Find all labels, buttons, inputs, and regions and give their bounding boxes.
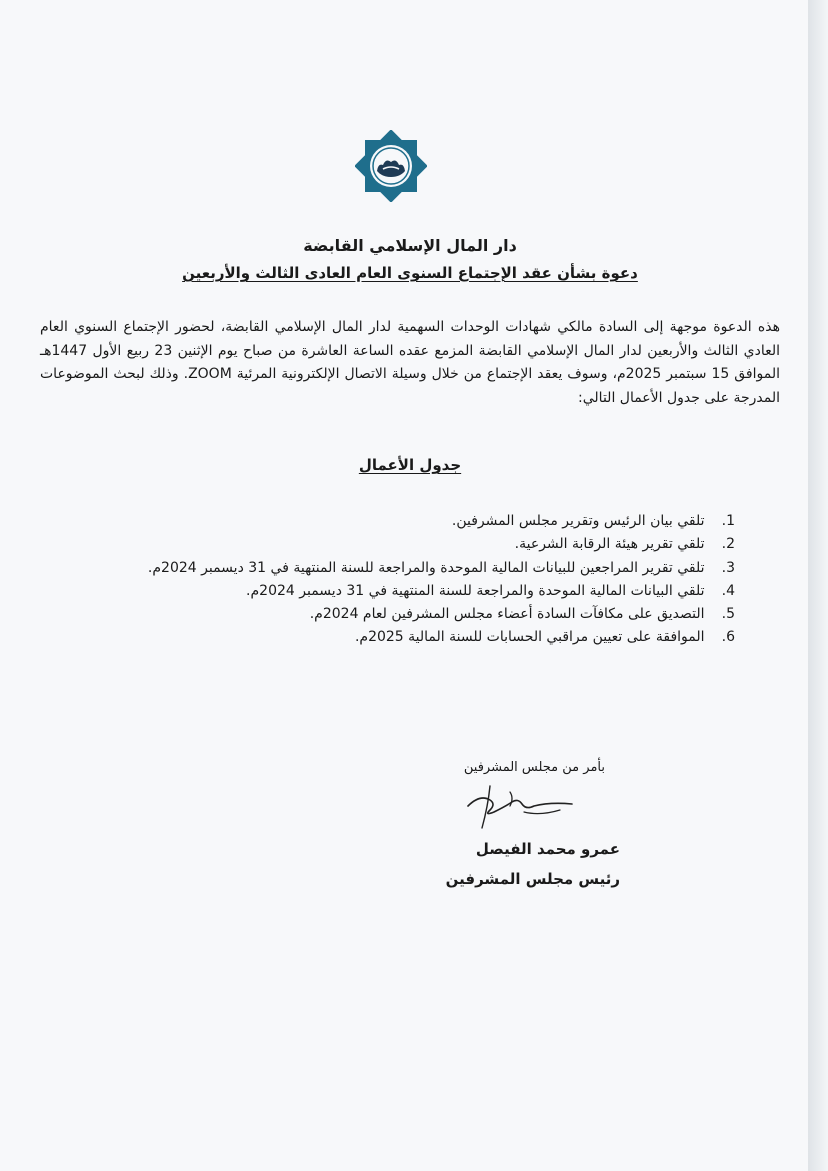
agenda-item-text: تلقي تقرير هيئة الرقابة الشرعية.	[514, 536, 705, 553]
document-body	[40, 0, 780, 1171]
agenda-item	[75, 580, 735, 603]
agenda-item	[75, 557, 735, 580]
signer-name: عمرو محمد الفيصل	[475, 840, 620, 858]
invitation-subject	[40, 264, 780, 282]
agenda-item-number: 3.	[721, 559, 735, 576]
invitation-paragraph: هذه الدعوة موجهة إلى السادة مالكي شهادات الوحدات السهمية لدار المال الإسلامي القابضة، لحضور الإجتماع السنوي العام العادي الثالث والأربعين لدار المال الإسلامي القابضة المزمع عقده الساعة العاشرة من صباح يوم الإثنين 23 ربيع الأول 1447هـ الموافق 15 سبتمبر 2025م، وسوف يعقد الإجتماع من خلال وسيلة الاتصال الإلكترونية المرئية ZOOM. وذلك لبحث الموضوعات المدرجة على جدول الأعمال التالي:	[40, 319, 780, 406]
agenda-list	[75, 510, 735, 650]
agenda-item-text: الموافقة على تعيين مراقبي الحسابات للسنة المالية 2025م.	[354, 629, 705, 646]
signature-authority: بأمر من مجلس المشرفين	[463, 760, 605, 775]
agenda-item-text: تلقي البيانات المالية الموحدة والمراجعة للسنة المنتهية في 31 ديسمبر 2024م.	[246, 582, 705, 599]
agenda-title	[40, 456, 780, 474]
agenda-item	[75, 533, 735, 556]
agenda-item-number: 1.	[721, 513, 735, 529]
agenda-item-text: التصديق على مكافآت السادة أعضاء مجلس المشرفين لعام 2024م.	[309, 606, 705, 623]
agenda-item	[75, 510, 735, 533]
agenda-item-number: 4.	[721, 582, 735, 599]
agenda-item	[75, 626, 735, 649]
page-edge	[808, 0, 828, 1171]
agenda-item-number: 6.	[721, 629, 735, 646]
agenda-item-number: 5.	[721, 606, 735, 623]
handwritten-signature	[460, 776, 580, 836]
agenda-item-number: 2.	[721, 536, 735, 553]
agenda-item	[75, 603, 735, 626]
organization-name: دار المال الإسلامي القابضة	[303, 236, 517, 255]
agenda-title-text: جدول الأعمال	[358, 456, 462, 474]
invitation-subject-text: دعوة بشأن عقد الإجتماع السنوى العام العادى الثالث والأربعين	[182, 264, 638, 282]
signer-title: رئيس مجلس المشرفين	[445, 870, 620, 888]
agenda-item-text: تلقي بيان الرئيس وتقرير مجلس المشرفين.	[451, 513, 705, 529]
agenda-item-text: تلقي تقرير المراجعين للبيانات المالية الموحدة والمراجعة للسنة المنتهية في 31 ديسمبر 2024م.	[147, 559, 705, 576]
